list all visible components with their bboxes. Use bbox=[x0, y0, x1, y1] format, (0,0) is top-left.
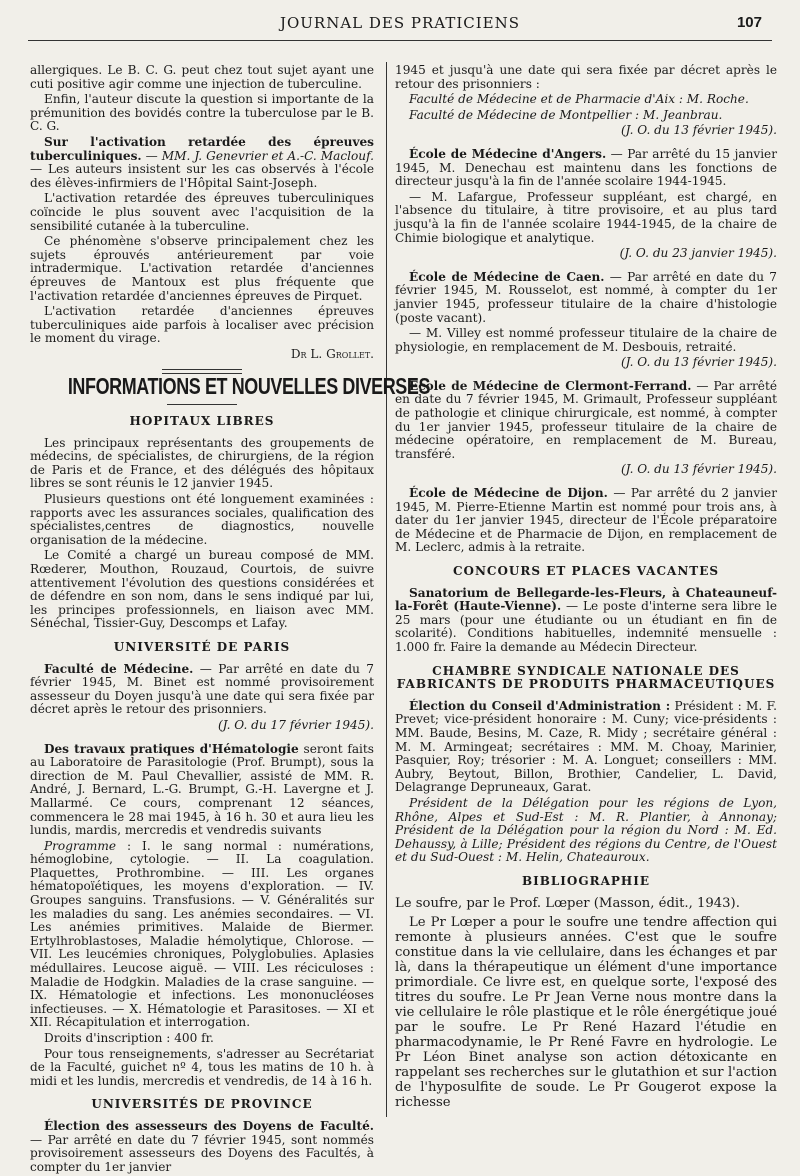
reference: (J. O. du 23 janvier 1945). bbox=[619, 246, 777, 261]
programme-paragraph bbox=[30, 840, 374, 1030]
article-title: Élection des assesseurs des Doyens de Faculté. bbox=[44, 1118, 374, 1133]
paragraph: allergiques. Le B. C. G. peut chez tout sujet ayant une cuti positive agir comme une injection de tuberculine. bbox=[30, 63, 374, 91]
paragraph: L'activation retardée d'anciennes épreuves tuberculiniques aide parfois à localiser avec précision le moment du virage. bbox=[30, 304, 374, 346]
article-title: Sanatorium de Bellegarde-les-Fleurs, à Chateauneuf-la-Forêt (Haute-Vienne). bbox=[395, 585, 777, 614]
author-signature: Dr L. Grollet. bbox=[290, 346, 374, 361]
article-text: seront faits au Laboratoire de Parasitologie (Prof. Brumpt), sous la direction de M. Paul Chevallier, assisté de MM. R. André, J. Bernard, L.-G. Brumpt, G.-H. Lavergne et J. Mallarmé. Ce cours, comprenant 12 séances, commencera le 28 mai 1945, à 16 h. 30 et aura lieu les lundis, mardis, mercredis et vendredis suivants bbox=[30, 741, 374, 838]
banner-rule bbox=[167, 404, 237, 405]
paragraph: Plusieurs questions ont été longuement examinées : rapports avec les assurances sociales, qualification des spécialistes,centres de diagnostics, nouvelle organisation de la médecine. bbox=[30, 492, 374, 547]
article-text: Président : M. F. Prevet; vice-président honoraire : M. Cuny; vice-présidents : MM. Baude, Besins, M. Caze, R. Midy ; secrétaire général : M. M. Armingeat; secrétaires : MM. M. Choay, Marinier, Pasquier, Roy; trésorier : M. A. Longuet; conseillers : MM. Aubry, Beytout, Billon, Brothier, Candelier, L. David, Delagrange Depruneaux, Garat. bbox=[395, 698, 778, 795]
section-heading-hopitaux: HOPITAUX LIBRES bbox=[129, 414, 275, 429]
right-column bbox=[395, 64, 777, 1112]
article-paragraph bbox=[395, 487, 777, 555]
section-heading-paris: UNIVERSITÉ DE PARIS bbox=[113, 639, 291, 654]
article-paragraph bbox=[395, 380, 777, 462]
reference: (J. O. du 13 février 1945). bbox=[620, 355, 777, 370]
paragraph: Ce phénomène s'observe principalement chez les sujets éprouvés antérieurement par voie intradermique. L'activation retardée d'anciennes épreuves de Mantoux est plus fréquente que l'activation retardée d'anciennes épreuves de Pirquet. bbox=[30, 234, 374, 303]
reference: (J. O. du 13 février 1945). bbox=[620, 123, 777, 138]
article-authors: — MM. J. Genevrier et A.-C. Maclouf. bbox=[145, 148, 374, 163]
article-paragraph bbox=[30, 743, 374, 838]
article-paragraph bbox=[395, 148, 777, 189]
article-title: École de Médecine de Caen. bbox=[409, 269, 605, 284]
book-title: Le soufre, par le Prof. Lœper (Masson, édit., 1943). bbox=[395, 896, 740, 912]
article-text: — Le poste d'interne sera libre le 25 mars (pour une étudiante ou un étudiant en fin de scolarité). Conditions habituelles, indemnité mensuelle : 1.000 fr. Faire la demande au Médecin Directeur. bbox=[395, 599, 777, 654]
article-text: — Par arrêté en date du 7 février 1945, M. Binet est nommé provisoirement assesseur du Doyen jusqu'à une date qui sera fixée par décret après le retour des prisonniers. bbox=[30, 661, 374, 717]
article-paragraph bbox=[395, 587, 777, 655]
column-divider bbox=[386, 62, 387, 1117]
article-paragraph bbox=[30, 136, 374, 190]
paragraph: — M. Villey est nommé professeur titulaire de la chaire de physiologie, en remplacement de M. Desbouis, retraité. bbox=[395, 326, 777, 354]
article-title: École de Médecine d'Angers. bbox=[409, 146, 607, 161]
article-paragraph bbox=[30, 1120, 374, 1174]
paragraph: Président de la Délégation pour les régions de Lyon, Rhône, Alpes et Sud-Est : M. R. Plantier, à Annonay; Président de la Délégation pour la région du Nord : M. Ed. Dehaussy, à Lille; Président des régions du Centre, de l'Ouest et du Sud-Ouest : M. Helin, Chateauroux. bbox=[395, 795, 777, 865]
paragraph: Faculté de Médecine de Montpellier : M. Jeanbrau. bbox=[409, 107, 723, 122]
article-paragraph bbox=[395, 700, 777, 795]
programme-text: : I. le sang normal : numérations, hémoglobine, cytologie. — II. La coagulation. Plaquettes, Prothrombine. — III. Les organes hématopoïétiques, les moyens d'exploration. — IV. Groupes sanguins. Transfusions. — V. Généralités sur les maladies du sang. Les anémies secondaires. — VI. Les anémies primitives. Malaide de Biermer. Ertylhroblastoses, Maladie hémolytique, Chlorose. — VII. Les leucémies chroniques, Polyglobulies. Aplasies médullaires. Leucose aiguë. — VIII. Les réciculoses : Maladie de Hodgkin. Maladies de la crase sanguine. — IX. Hématologie et infections. Les mononucléoses infectieuses. — X. Hématologie et Parasitoses. — XI et XII. Récapitulation et interrogation. bbox=[30, 838, 374, 1030]
reference: (J. O. du 13 février 1945). bbox=[620, 462, 777, 477]
paragraph: Les principaux représentants des groupements de médecins, de spécialistes, de chirurgiens, de la région de Paris et de France, et des délégués des hôpitaux libres se sont réunis le 12 janvier 1945. bbox=[30, 435, 374, 491]
book-review: Le Pr Lœper a pour le soufre une tendre affection qui remonte à plusieurs années. C'est que le soufre constitue dans la vie cellulaire, dans les échanges et par là, dans la thérapeutique un élément d'une importance primordiale. Ce livre est, en quelque sorte, l'exposé des titres du soufre. Le Pr Jean Verne nous montre dans la vie cellulaire le rôle plastique et le rôle énergétique joué par le soufre. Le Pr René Hazard l'étudie en pharmacodynamie, le Pr René Favre en hydrologie. Le Pr Léon Binet analyse son action détoxicante en rappelant ses recherches sur le glutathion et sur l'action de l'hyposulfite de soude. Le Pr Gougerot expose la richesse bbox=[395, 915, 777, 1111]
paragraph: Faculté de Médecine et de Pharmacie d'Aix : M. Roche. bbox=[409, 92, 749, 107]
paragraph: Pour tous renseignements, s'adresser au Secrétariat de la Faculté, guichet nº 4, tous les matins de 10 h. à midi et les lundis, mercredis et vendredis, de 14 à 16 h. bbox=[30, 1046, 374, 1088]
section-heading-province: UNIVERSITÉS DE PROVINCE bbox=[91, 1097, 313, 1112]
paragraph: Enfin, l'auteur discute la question si importante de la prémunition des bovidés contre la tuberculose par le B. C. G. bbox=[30, 92, 374, 134]
left-column bbox=[30, 63, 431, 1176]
article-paragraph bbox=[395, 271, 777, 325]
article-text: — Par arrêté en date du 7 février 1945, M. Rousselot, est nommé, à compter du 1er janvier 1945, professeur titulaire de la chaire d'histologie (poste vacant). bbox=[395, 269, 777, 325]
article-text: — Par arrêté du 2 janvier 1945, M. Pierre-Etienne Martin est nommé pour trois ans, à dater du 1er janvier 1945, directeur de l'École préparatoire de Médecine et de Pharmacie de Dijon, en remplacement de M. Leclerc, admis à la retraite. bbox=[395, 486, 777, 555]
section-heading-concours: CONCOURS ET PLACES VACANTES bbox=[452, 564, 720, 578]
article-title: École de Médecine de Clermont-Ferrand. bbox=[409, 378, 692, 393]
article-title: Sur l'activation retardée des épreuves tuberculiniques. bbox=[30, 134, 374, 163]
header-rule bbox=[28, 40, 772, 41]
article-text: — Les auteurs insistent sur les cas observés à l'école des élèves-infirmiers de l'Hôpital Saint-Joseph. bbox=[30, 162, 374, 190]
programme-label: Programme bbox=[44, 838, 117, 853]
section-banner: INFORMATIONS ET NOUVELLES DIVERSES bbox=[67, 373, 431, 400]
article-title: Faculté de Médecine. bbox=[44, 661, 194, 676]
page-number: 107 bbox=[736, 14, 762, 31]
paragraph: — M. Lafargue, Professeur suppléant, est chargé, en l'absence du titulaire, à titre provisoire, et au plus tard jusqu'à la fin de l'année scolaire 1944-1945, de la chaire de Chimie biologique et analytique. bbox=[395, 189, 777, 245]
article-title: Élection du Conseil d'Administration : bbox=[409, 698, 671, 713]
article-text: — Par arrêté en date du 7 février 1945, sont nommés provisoirement assesseurs des Doyens des Facultés, à compter du 1er janvier bbox=[30, 1132, 374, 1174]
paragraph: Le Comité a chargé un bureau composé de MM. Rœderer, Mouthon, Rouzaud, Courtois, de suivre attentivement l'évolution des questions considérées et de défendre en son nom, dans le sens indiqué par lui, les principes professionnels, en liaison avec MM. Sénéchal, Tissier-Guy, Descomps et Lafay. bbox=[30, 548, 374, 631]
section-heading-chambre: CHAMBRE SYNDICALE NATIONALE DES FABRICANTS DE PRODUITS PHARMACEUTIQUES bbox=[396, 663, 776, 692]
section-heading-biblio: BIBLIOGRAPHIE bbox=[521, 873, 651, 888]
article-title: Des travaux pratiques d'Hématologie bbox=[44, 741, 299, 756]
paragraph: L'activation retardée des épreuves tuberculiniques coïncide le plus souvent avec l'acquisition de la sensibilité cutanée à la tuberculine. bbox=[30, 191, 374, 233]
reference: (J. O. du 17 février 1945). bbox=[217, 717, 374, 732]
article-title: École de Médecine de Dijon. bbox=[409, 486, 608, 501]
article-paragraph bbox=[30, 663, 374, 717]
article-text: — Par arrêté en date du 7 février 1945, M. Grimault, Professeur suppléant de pathologie et clinique chirurgicale, est nommé, à compter du 1er janvier 1945, professeur titulaire de la chaire de médecine opératoire, en remplacement de M. Bureau, transféré. bbox=[395, 378, 777, 461]
paragraph: Droits d'inscription : 400 fr. bbox=[44, 1031, 214, 1045]
article-text: — Par arrêté du 15 janvier 1945, M. Denechau est maintenu dans les fonctions de directeur jusqu'à la fin de l'année scolaire 1944-1945. bbox=[395, 146, 777, 189]
page-header bbox=[28, 14, 772, 38]
journal-title: JOURNAL DES PRATICIENS bbox=[279, 14, 521, 32]
paragraph: 1945 et jusqu'à une date qui sera fixée par décret après le retour des prisonniers : bbox=[395, 63, 777, 91]
